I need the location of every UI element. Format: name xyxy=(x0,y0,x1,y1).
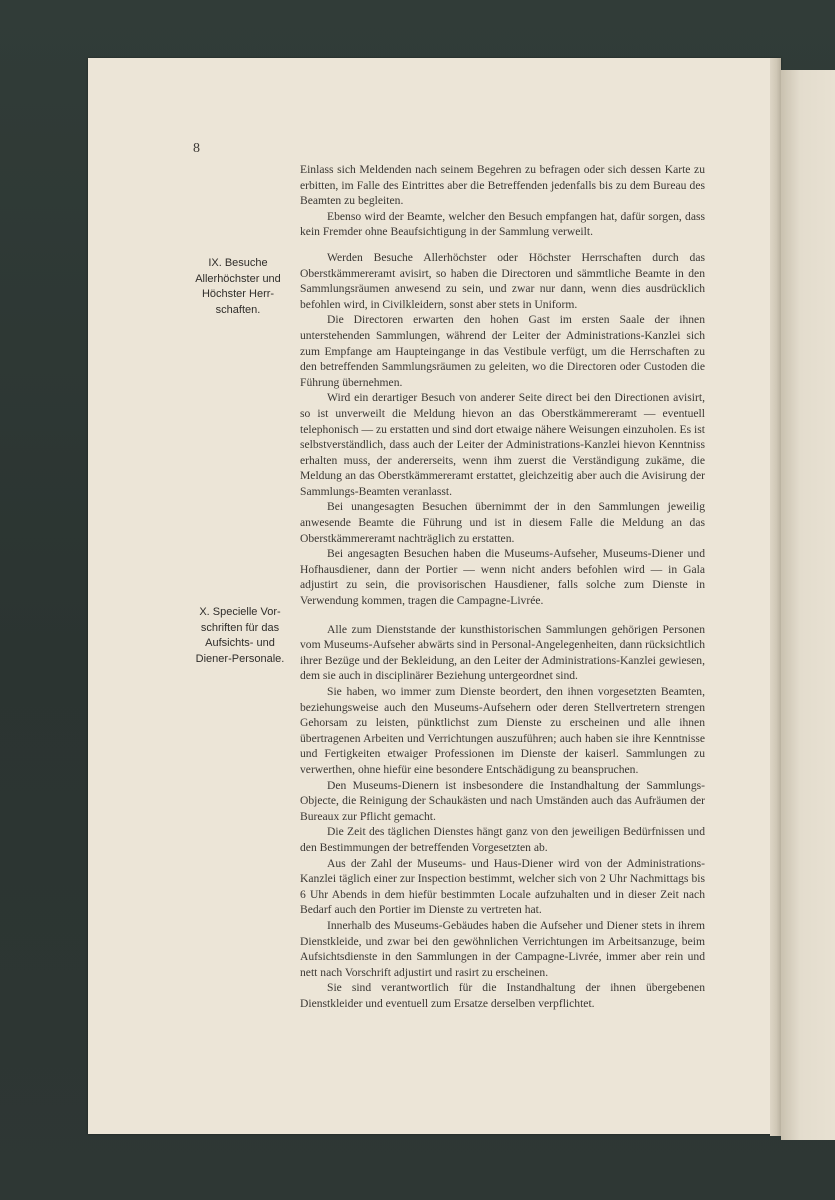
section-x-heading-line: Aufsichts- und xyxy=(205,637,275,649)
section-ix-heading-line: IX. Besuche xyxy=(208,257,268,269)
paragraph: Werden Besuche Allerhöchster oder Höchster Herrschaften durch das Oberstkämmereramt avisirt, so haben die Directoren und sämmtliche Beamte in den Sammlungsräumen anwesend zu sein, und zwar nur dann, wenn dies ausdrücklich befohlen wird, in Civilkleidern, sonst aber stets in Uniform. xyxy=(300,250,705,311)
paragraph: Sie haben, wo immer zum Dienste beordert, den ihnen vorgesetzten Beamten, beziehungsweise auch den Museums-Aufsehern oder deren Stellvertretern strengen Gehorsam zu leisten, pünktlichst zum Dienste zu erscheinen und alle ihnen übertragenen Arbeiten und Verrichtungen auszuführen; auch haben sie ihre Kenntnisse und Fertigkeiten etwaiger Professionen im Dienste der kaiserl. Sammlungen zu verwerthen, ohne hiefür eine besondere Entschädigung zu beanspruchen. xyxy=(300,685,705,776)
paragraph: Die Directoren erwarten den hohen Gast im ersten Saale der ihnen unterstehenden Sammlungen, während der Leiter der Administrations-Kanzlei sich zum Empfange am Haupteingange in das Vestibule verfügt, um die Herrschaften zu den betreffenden Sammlungsräumen zu geleiten, wo die Directoren oder Custoden die Führung übernehmen. xyxy=(300,313,705,389)
paragraph: Die Zeit des täglichen Dienstes hängt ganz von den jeweiligen Bedürfnissen und den Bestimmungen der betreffenden Vorgesetzten ab. xyxy=(300,825,705,854)
section-x-heading-line: schriften für das xyxy=(200,621,280,634)
main-text-column xyxy=(300,162,705,1011)
paragraph: Innerhalb des Museums-Gebäudes haben die Aufseher und Diener stets in ihrem Dienstkleide, und zwar bei den gewöhnlichen Verrichtungen im Arbeitsanzuge, beim Aufsichtsdienste in den Sammlungen in der Campagne-Livrée, immer aber rein und nett nach Vorschrift adjustirt und rasirt zu erscheinen. xyxy=(300,918,705,979)
page-number: 8 xyxy=(193,141,200,156)
page-gutter xyxy=(770,58,781,1136)
section-x-heading xyxy=(190,605,290,667)
section-x-heading-line: Diener-Personale. xyxy=(195,652,285,665)
paragraph: Bei angesagten Besuchen haben die Museums-Aufseher, Museums-Diener und Hofhausdiener, dann der Portier — wenn nicht anders befohlen wird — in Gala adjustirt zu sein, die provisorischen Hausdiener, falls solche zum Dienste in Verwendung kommen, tragen die Campagne-Livrée. xyxy=(300,547,705,608)
section-x-heading-line: X. Specielle Vor- xyxy=(199,606,281,618)
section-ix-heading-line: schaften. xyxy=(215,303,261,316)
paragraph: Sie sind verantwortlich für die Instandhaltung der ihnen übergebenen Dienstkleider und eventuell zum Ersatze derselben verpflichtet. xyxy=(300,981,705,1010)
paragraph: Wird ein derartiger Besuch von anderer Seite direct bei den Directionen avisirt, so ist unverweilt die Meldung hievon an das Oberstkämmereramt — eventuell telephonisch — zu erstatten und sind dort etwaige nähere Weisungen einzuholen. Es ist selbstverständlich, dass auch der Leiter der Administrations-Kanzlei hievon Kenntniss erhalten muss, der andererseits, wenn ihm zuerst die Verständigung zukäme, die Meldung an das Oberstkämmereramt erstattet, gleichzeitig aber auch die Avisirung der Sammlungs-Beamten veranlasst. xyxy=(300,391,705,498)
paragraph: Einlass sich Meldenden nach seinem Begehren zu befragen oder sich dessen Karte zu erbitten, im Falle des Eintrittes aber die Betreffenden jedenfalls bis zu dem Bureau des Beamten zu begleiten. xyxy=(300,163,705,208)
section-x-body xyxy=(300,622,705,1012)
facing-page-edge xyxy=(781,70,835,1140)
paragraph: Den Museums-Dienern ist insbesondere die Instandhaltung der Sammlungs-Objecte, die Reinigung der Schaukästen und nach Umständen auch das Aufräumen der Bureaux zur Pflicht gemacht. xyxy=(300,778,705,823)
paragraph: Bei unangesagten Besuchen übernimmt der in den Sammlungen jeweilig anwesende Beamte die Führung und ist in diesem Falle die Meldung an das Oberstkämmereramt nachträglich zu erstatten. xyxy=(300,500,705,545)
section-ix-heading-line: Höchster Herr- xyxy=(201,288,275,300)
paragraph: Alle zum Dienststande der kunsthistorischen Sammlungen gehörigen Personen vom Museums-Aufseher abwärts sind in Personal-Angelegenheiten, dann rücksichtlich ihrer Bezüge und der Bekleidung, an den Leiter der Administrations-Kanzlei gewiesen, dem sie auch in disciplinärer Beziehung untergeordnet sind. xyxy=(300,622,705,683)
section-ix-heading-line: Allerhöchster und xyxy=(195,272,281,285)
paragraph: Ebenso wird der Beamte, welcher den Besuch empfangen hat, dafür sorgen, dass kein Fremder ohne Beaufsichtigung in der Sammlung verweilt. xyxy=(300,209,705,239)
paragraph: Aus der Zahl der Museums- und Haus-Diener wird von der Administrations-Kanzlei täglich einer zur Inspection bestimmt, welcher sich von 2 Uhr Nachmittags bis 6 Uhr Abends in dem hiefür bestimmten Locale aufzuhalten und in dieser Zeit nach Bedarf auch den Portier im Dienste zu vertreten hat. xyxy=(300,856,705,917)
section-ix-heading xyxy=(188,256,288,318)
section-ix-body xyxy=(300,250,705,609)
